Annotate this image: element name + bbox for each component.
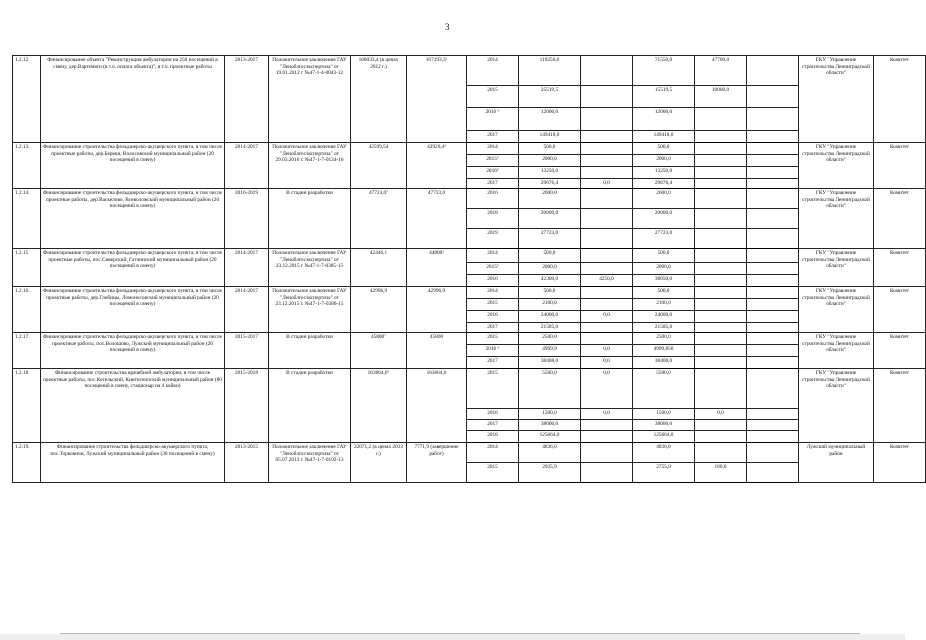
total-cell: 42300,0: [519, 275, 581, 287]
federal-cell: [581, 108, 633, 131]
local-cell: [695, 179, 747, 189]
other-cell: [747, 420, 799, 431]
regional-cell: 21585,0: [633, 323, 695, 333]
regional-cell: 71550,0: [633, 56, 695, 86]
executor: ГКУ "Управление строительства Ленинградской области": [799, 56, 874, 143]
total-cell: 29676,4: [519, 179, 581, 189]
year-cell: 2019: [467, 229, 519, 249]
approval-status: Положительное заключение ГАУ "Леноблгосэкспертиза" от 29.03.2016 г. №47-1-7-0124-16: [269, 143, 351, 189]
row-number: 1.2.12: [13, 56, 41, 143]
committee: Комитет: [874, 333, 926, 369]
total-cell: 500,0: [519, 249, 581, 263]
local-cell: [695, 155, 747, 167]
total-cell: 149418,0: [519, 131, 581, 143]
year-cell: 2018: [467, 431, 519, 443]
regional-cell: 5500,0: [633, 369, 695, 409]
remaining-cost: 167193,3²: [407, 56, 467, 143]
total-cell: 2935,9: [519, 463, 581, 483]
regional-cell: 125664,0: [633, 431, 695, 443]
regional-cell: 4836,0: [633, 443, 695, 463]
local-cell: 47700,0: [695, 56, 747, 86]
total-cell: 38000,0: [519, 420, 581, 431]
other-cell: [747, 209, 799, 229]
remaining-cost: 44800²: [407, 249, 467, 287]
year-cell: 2014: [467, 443, 519, 463]
local-cell: [695, 143, 747, 155]
total-cell: 2000,0: [519, 263, 581, 275]
other-cell: [747, 229, 799, 249]
year-cell: 2014: [467, 143, 519, 155]
federal-cell: [581, 431, 633, 443]
federal-cell: [581, 143, 633, 155]
local-cell: [695, 249, 747, 263]
committee: Комитет: [874, 189, 926, 249]
federal-cell: 0,0: [581, 345, 633, 357]
estimated-cost: 22071,2 (в ценах 2013 г.): [351, 443, 407, 483]
regional-cell: 20000,0: [633, 209, 695, 229]
year-cell: 2015: [467, 86, 519, 108]
other-cell: [747, 131, 799, 143]
executor: ГКУ "Управление строительства Ленинградской области": [799, 287, 874, 333]
period: 2014-2017: [225, 249, 269, 287]
federal-cell: [581, 443, 633, 463]
local-cell: [695, 275, 747, 287]
regional-cell: 2000,0: [633, 155, 695, 167]
regional-cell: 38408,0: [633, 357, 695, 369]
other-cell: [747, 249, 799, 263]
regional-cell: 2755,9: [633, 463, 695, 483]
other-cell: [747, 299, 799, 311]
row-number: 1.2.17.: [13, 333, 41, 369]
estimated-cost: 168033,4 (в ценах 2012 г.): [351, 56, 407, 143]
total-cell: 12000,0: [519, 108, 581, 131]
other-cell: [747, 323, 799, 333]
executor: Лужский муниципальный район: [799, 443, 874, 483]
federal-cell: 0,0: [581, 179, 633, 189]
year-cell: 2016⁶: [467, 167, 519, 179]
regional-cell: 1500,0: [633, 409, 695, 420]
year-cell: 2017: [467, 357, 519, 369]
other-cell: [747, 369, 799, 409]
federal-cell: [581, 155, 633, 167]
local-cell: [695, 229, 747, 249]
federal-cell: [581, 323, 633, 333]
approval-status: В стадии разработки: [269, 369, 351, 443]
local-cell: [695, 333, 747, 345]
other-cell: [747, 167, 799, 179]
row-number: 1.2.16.: [13, 287, 41, 333]
total-cell: 2000,0: [519, 155, 581, 167]
local-cell: [695, 431, 747, 443]
approval-status: В стадии разработки: [269, 333, 351, 369]
period: 2014-2017: [225, 287, 269, 333]
total-cell: 13250,0: [519, 167, 581, 179]
estimated-cost: 163664,0⁷: [351, 369, 407, 443]
local-cell: [695, 323, 747, 333]
year-cell: 2014: [467, 287, 519, 299]
year-cell: 2016: [467, 189, 519, 209]
period: 2013-2015: [225, 443, 269, 483]
approval-status: В стадии разработки: [269, 189, 351, 249]
estimated-cost: 47723,0⁷: [351, 189, 407, 249]
total-cell: 5500,0: [519, 369, 581, 409]
year-cell: 2018: [467, 209, 519, 229]
other-cell: [747, 56, 799, 86]
approval-status: Положительное заключение ГАУ "Леноблгосэкспертиза" от 23.12.2015 г. №47-1-7-0386-15: [269, 287, 351, 333]
federal-cell: [581, 287, 633, 299]
other-cell: [747, 463, 799, 483]
row-number: 1.2.19.: [13, 443, 41, 483]
year-cell: 2017: [467, 179, 519, 189]
approval-status: Положительное заключение ГАУ "Леноблгосэкспертиза" от 05.07.2013 г. №47-1-7-0192-13: [269, 443, 351, 483]
regional-cell: 4999,856: [633, 345, 695, 357]
other-cell: [747, 143, 799, 155]
federal-cell: [581, 299, 633, 311]
local-cell: [695, 311, 747, 323]
year-cell: 2014: [467, 249, 519, 263]
total-cell: 119250,0: [519, 56, 581, 86]
other-cell: [747, 86, 799, 108]
table-row: [13, 249, 926, 263]
regional-cell: 29676,4: [633, 179, 695, 189]
total-cell: 21585,0: [519, 323, 581, 333]
federal-cell: [581, 249, 633, 263]
local-cell: [695, 345, 747, 357]
object-name: Финансирование строительства фельдшерско-акушерского пункта, пос.Торковичи, Лужский муниципальный район (30 посещений в смену): [41, 443, 225, 483]
total-cell: 4836,0: [519, 443, 581, 463]
financing-table: [12, 55, 926, 483]
federal-cell: 0,0: [581, 357, 633, 369]
other-cell: [747, 179, 799, 189]
regional-cell: 13250,0: [633, 167, 695, 179]
other-cell: [747, 345, 799, 357]
regional-cell: 149418,0: [633, 131, 695, 143]
object-name: Финансирование строительства фельдшерско-акушерского пункта, в том числе проектные работы, дер.Глобицы, Ломоносовский муниципальный район (20 посещений в смену): [41, 287, 225, 333]
object-name: Финансирование строительства фельдшерско-акушерского пункта, в том числе проектные работы, пос.Сиверский, Гатчинский муниципальный район (20 посещений в смену): [41, 249, 225, 287]
federal-cell: [581, 420, 633, 431]
total-cell: 24000,0: [519, 311, 581, 323]
total-cell: 20000,0: [519, 209, 581, 229]
federal-cell: [581, 167, 633, 179]
table-row: [13, 56, 926, 86]
executor: ГКУ "Управление строительства Ленинградской области": [799, 189, 874, 249]
year-cell: 2014: [467, 56, 519, 86]
regional-cell: 2600,0: [633, 189, 695, 209]
regional-cell: 38050,0: [633, 275, 695, 287]
total-cell: 500,0: [519, 287, 581, 299]
table-row: [13, 443, 926, 463]
other-cell: [747, 155, 799, 167]
federal-cell: 0,0: [581, 409, 633, 420]
period: 2014-2017: [225, 143, 269, 189]
committee: Комитет: [874, 443, 926, 483]
regional-cell: 2500,0: [633, 333, 695, 345]
estimated-cost: 42996,9: [351, 287, 407, 333]
committee: Комитет: [874, 143, 926, 189]
other-cell: [747, 108, 799, 131]
remaining-cost: 7771,9 (завершение работ): [407, 443, 467, 483]
other-cell: [747, 409, 799, 420]
other-cell: [747, 333, 799, 345]
year-cell: 2015⁵: [467, 155, 519, 167]
federal-cell: [581, 229, 633, 249]
period: 2013-2017: [225, 56, 269, 143]
row-number: 1.2.18.: [13, 369, 41, 443]
federal-cell: 0,0: [581, 369, 633, 409]
total-cell: 25519,5: [519, 86, 581, 108]
object-name: Финансирование объекта "Реконструкция амбулатории на 250 посещений в смену, дер.Вартемяги (в т.ч. оплата объекта)", в т.ч. проектные работы: [41, 56, 225, 143]
executor: ГКУ "Управление строительства Ленинградской области": [799, 143, 874, 189]
local-cell: [695, 357, 747, 369]
estimated-cost: 42446,1: [351, 249, 407, 287]
scan-edge: [0, 634, 905, 640]
committee: Комитет: [874, 287, 926, 333]
object-name: Финансирование строительства врачебной амбулатории, в том числе проектные работы, пос.Котельский, Кингисеппский муниципальный район (80 посещений в смену, стационар на 4 койки): [41, 369, 225, 443]
regional-cell: 2100,0: [633, 299, 695, 311]
object-name: Финансирование строительства фельдшерско-акушерского пункта, в том числе проектные работы, дер.Береки, Волосовский муниципальный район (20 посещений в смену): [41, 143, 225, 189]
local-cell: [695, 209, 747, 229]
other-cell: [747, 431, 799, 443]
regional-cell: 2000,0: [633, 263, 695, 275]
row-number: 1.2.13.: [13, 143, 41, 189]
year-cell: 2015: [467, 369, 519, 409]
federal-cell: 0,0: [581, 311, 633, 323]
total-cell: 1500,0: [519, 409, 581, 420]
regional-cell: 15519,5: [633, 86, 695, 108]
year-cell: 2017: [467, 323, 519, 333]
federal-cell: [581, 463, 633, 483]
period: 2015-2018: [225, 369, 269, 443]
total-cell: 2500,0: [519, 333, 581, 345]
table-row: [13, 369, 926, 409]
regional-cell: 24000,0: [633, 311, 695, 323]
total-cell: 27723,0: [519, 229, 581, 249]
local-cell: [695, 443, 747, 463]
local-cell: [695, 167, 747, 179]
executor: ГКУ "Управление строительства Ленинградской области": [799, 333, 874, 369]
table-row: [13, 333, 926, 345]
regional-cell: 27723,0: [633, 229, 695, 249]
local-cell: [695, 189, 747, 209]
regional-cell: 500,0: [633, 287, 695, 299]
other-cell: [747, 311, 799, 323]
year-cell: 2016 ⁶: [467, 108, 519, 131]
total-cell: 38408,0: [519, 357, 581, 369]
year-cell: 2017: [467, 420, 519, 431]
year-cell: 2015⁵: [467, 263, 519, 275]
page-number: 3: [445, 22, 450, 32]
committee: Комитет: [874, 249, 926, 287]
approval-status: Положительное заключение ГАУ "Леноблгосэкспертиза" от 19.01.2012 г №47-1-4-0043-12: [269, 56, 351, 143]
object-name: Финансирование строительства фельдшерско-акушерского пункта, в том числе проектные работы, пос.Волошово, Лужский муниципальный район (20 посещений в смену): [41, 333, 225, 369]
other-cell: [747, 275, 799, 287]
period: 2016-2019: [225, 189, 269, 249]
federal-cell: [581, 56, 633, 86]
local-cell: [695, 369, 747, 409]
total-cell: 500,0: [519, 143, 581, 155]
other-cell: [747, 443, 799, 463]
other-cell: [747, 189, 799, 209]
other-cell: [747, 263, 799, 275]
local-cell: 0,0: [695, 409, 747, 420]
committee: Комитет: [874, 369, 926, 443]
year-cell: 2015: [467, 333, 519, 345]
remaining-cost: 42926,4³: [407, 143, 467, 189]
total-cell: 125664,0: [519, 431, 581, 443]
other-cell: [747, 357, 799, 369]
year-cell: 2016: [467, 409, 519, 420]
total-cell: 2100,0: [519, 299, 581, 311]
table-row: [13, 143, 926, 155]
year-cell: 2016: [467, 275, 519, 287]
estimated-cost: 45800⁷: [351, 333, 407, 369]
year-cell: 2015: [467, 463, 519, 483]
remaining-cost: 47723,0: [407, 189, 467, 249]
local-cell: [695, 131, 747, 143]
local-cell: [695, 108, 747, 131]
other-cell: [747, 287, 799, 299]
federal-cell: [581, 189, 633, 209]
remaining-cost: 42996,9: [407, 287, 467, 333]
federal-cell: 4250,0: [581, 275, 633, 287]
local-cell: 10000,0: [695, 86, 747, 108]
federal-cell: [581, 131, 633, 143]
estimated-cost: 42599,54: [351, 143, 407, 189]
federal-cell: [581, 263, 633, 275]
regional-cell: 12000,0: [633, 108, 695, 131]
federal-cell: [581, 209, 633, 229]
object-name: Финансирование строительства фельдшерско-акушерского пункта, в том числе проектные работы, дер.Васкелово, Всеволожский муниципальный район (20 посещений в смену): [41, 189, 225, 249]
federal-cell: [581, 333, 633, 345]
local-cell: [695, 299, 747, 311]
year-cell: 2017: [467, 131, 519, 143]
regional-cell: 500,0: [633, 143, 695, 155]
approval-status: Положительное заключение ГАУ "Леноблгосэкспертиза" от 23.12.2015 г №47-1-7-0385-15: [269, 249, 351, 287]
year-cell: 2016: [467, 311, 519, 323]
table-row: [13, 287, 926, 299]
remaining-cost: 45800: [407, 333, 467, 369]
executor: ГКУ "Управление строительства Ленинградской области": [799, 369, 874, 443]
local-cell: [695, 263, 747, 275]
local-cell: [695, 287, 747, 299]
remaining-cost: 163664,0: [407, 369, 467, 443]
year-cell: 2016 ⁶: [467, 345, 519, 357]
table-row: [13, 189, 926, 209]
local-cell: [695, 420, 747, 431]
year-cell: 2015: [467, 299, 519, 311]
period: 2015-2017: [225, 333, 269, 369]
regional-cell: 38000,0: [633, 420, 695, 431]
total-cell: 4999,9: [519, 345, 581, 357]
federal-cell: [581, 86, 633, 108]
local-cell: 180,0: [695, 463, 747, 483]
total-cell: 2600,0: [519, 189, 581, 209]
executor: ГКУ "Управление строительства Ленинградской области": [799, 249, 874, 287]
committee: Комитет: [874, 56, 926, 143]
row-number: 1.2.15: [13, 249, 41, 287]
regional-cell: 500,0: [633, 249, 695, 263]
row-number: 1.2.14.: [13, 189, 41, 249]
